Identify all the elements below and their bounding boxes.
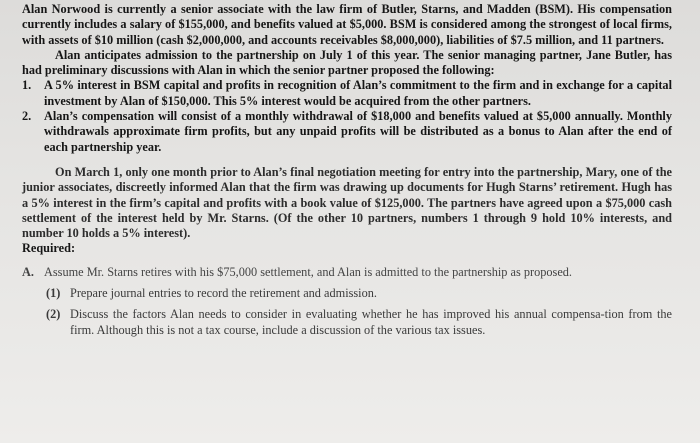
proposal-number: 1.	[22, 78, 32, 93]
subpart-text: Discuss the factors Alan needs to consider in evaluating whether he has improved his annual compensa-tion from the firm. Although this is not a tax course, include a discussion of the various tax issues.	[70, 307, 672, 337]
proposal-item	[22, 109, 672, 155]
spacer	[22, 155, 672, 165]
subpart-number: (2)	[46, 307, 61, 322]
paragraph-retirement: On March 1, only one month prior to Alan’s final negotiation meeting for entry into the partnership, Mary, one of the junior associates, discreetly informed Alan that the firm was drawing up documents for Hugh Starns’ retirement. Hugh has a 5% interest in the firm’s capital and profits with a book value of $125,000. The partners have agreed upon a $75,000 cash settlement of the interest held by Mr. Starns. (Of the other 10 partners, numbers 1 through 9 hold 10% interests, and number 10 holds a 5% interest).	[22, 164, 672, 241]
subpart-item	[22, 286, 672, 301]
paragraph-admission: Alan anticipates admission to the partnership on July 1 of this year. The senior managing partner, Jane Butler, has had preliminary discussions with Alan in which the senior partner proposed the following:	[22, 47, 672, 78]
document-text	[22, 2, 672, 338]
subpart-number: (1)	[46, 286, 61, 301]
proposal-text: Alan’s compensation will consist of a monthly withdrawal of $18,000 and benefits valued at $5,000 annually. Monthly withdrawals approximate firm profits, but any unpaid profits will be distributed as a bonus to Alan after the end of each partnership year.	[44, 109, 672, 154]
proposal-item	[22, 78, 672, 109]
required-part-a	[22, 265, 672, 280]
proposal-number: 2.	[22, 109, 32, 124]
part-text: Assume Mr. Starns retires with his $75,000 settlement, and Alan is admitted to the partnership as proposed.	[44, 264, 573, 279]
part-letter: A.	[22, 264, 34, 279]
paragraph-intro: Alan Norwood is currently a senior associate with the law firm of Butler, Starns, and Madden (BSM). His compensation currently includes a salary of $155,000, and benefits valued at $5,000. BSM is considered among the strongest of local firms, with assets of $10 million (cash $2,000,000, and accounts receivables $8,000,000), liabilities of $7.5 million, and 11 partners.	[22, 2, 672, 47]
proposal-text: A 5% interest in BSM capital and profits in recognition of Alan’s commitment to the firm and in exchange for a capital investment by Alan of $150,000. This 5% interest would be acquired from the other partners.	[44, 78, 672, 108]
subpart-text: Prepare journal entries to record the retirement and admission.	[70, 286, 377, 301]
subpart-item	[22, 307, 672, 338]
proposal-list	[22, 78, 672, 154]
required-heading: Required:	[22, 241, 76, 256]
